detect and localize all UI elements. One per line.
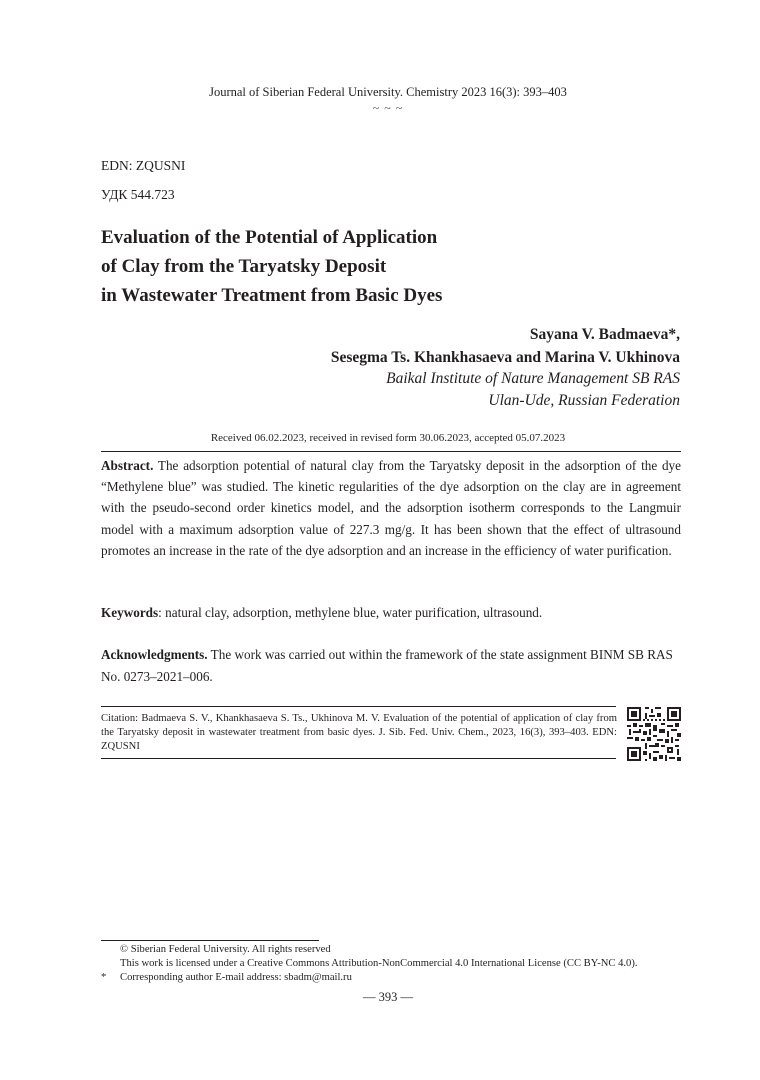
footnote-divider <box>101 940 319 941</box>
affiliation-location: Ulan-Ude, Russian Federation <box>488 392 680 409</box>
abstract <box>101 455 681 561</box>
copyright-note: © Siberian Federal University. All rights reserved <box>120 944 331 955</box>
citation-divider-bottom <box>101 758 616 759</box>
edn-code: EDN: ZQUSNI <box>101 158 186 173</box>
keywords-label: Keywords <box>101 605 159 620</box>
citation-divider-top <box>101 706 616 707</box>
license-note: This work is licensed under a Creative Commons Attribution-NonCommercial 4.0 International License (CC BY-NC 4.0). <box>120 958 638 969</box>
abstract-label: Abstract. <box>101 458 154 473</box>
keywords-text: : natural clay, adsorption, methylene blue, water purification, ultrasound. <box>158 605 543 620</box>
acknowledgments <box>101 644 681 687</box>
abstract-text: The adsorption potential of natural clay from the Taryatsky deposit in the adsorption of the dye “Methylene blue” was studied. The kinetic regularities of the dye adsorption on the clay are in agreement with the pseudo-second order kinetics model, and the adsorption isotherm corresponds to the Langmuir model with a maximum adsorption value of 227.3 mg/g. It has been shown that the effect of ultrasound promotes an increase in the rate of the dye adsorption and an increase in the efficiency of water purification. <box>101 458 681 558</box>
qr-code-icon[interactable] <box>627 707 681 761</box>
title-line-1: Evaluation of the Potential of Application <box>101 227 438 248</box>
footnote-asterisk: * <box>101 972 107 983</box>
authors <box>331 323 680 369</box>
citation: Citation: Badmaeva S. V., Khankhasaeva S. Ts., Ukhinova M. V. Evaluation of the potential of application of clay from the Taryatsky deposit in wastewater treatment from basic dyes. J. Sib. Fed. Univ. Chem., 2023, 16(3), 393–403. EDN: ZQUSNI <box>101 713 617 752</box>
journal-header: Journal of Siberian Federal University. Chemistry 2023 16(3): 393–403 <box>209 85 567 99</box>
title-line-3: in Wastewater Treatment from Basic Dyes <box>101 285 443 306</box>
paper-title <box>101 223 621 310</box>
acknowledgments-label: Acknowledgments. <box>101 647 208 662</box>
keywords <box>101 602 681 623</box>
corresponding-author-note: Corresponding author E-mail address: sbadm@mail.ru <box>120 972 352 983</box>
affiliation <box>386 368 680 412</box>
divider-top <box>101 451 681 452</box>
title-line-2: of Clay from the Taryatsky Deposit <box>101 256 387 277</box>
received-dates: Received 06.02.2023, received in revised form 30.06.2023, accepted 05.07.2023 <box>210 432 566 444</box>
affiliation-institute: Baikal Institute of Nature Management SB RAS <box>386 370 680 387</box>
page-number: — 393 — <box>363 990 413 1004</box>
author-line-1: Sayana V. Badmaeva*, <box>529 326 680 343</box>
udk-code: УДК 544.723 <box>101 187 175 202</box>
acknowledgments-text: The work was carried out within the framework of the state assignment BINM SB RAS No. 0273–2021–006. <box>101 647 673 684</box>
header-ornament: ~ ~ ~ <box>372 101 404 115</box>
author-line-2: Sesegma Ts. Khankhasaeva and Marina V. Ukhinova <box>330 349 680 366</box>
